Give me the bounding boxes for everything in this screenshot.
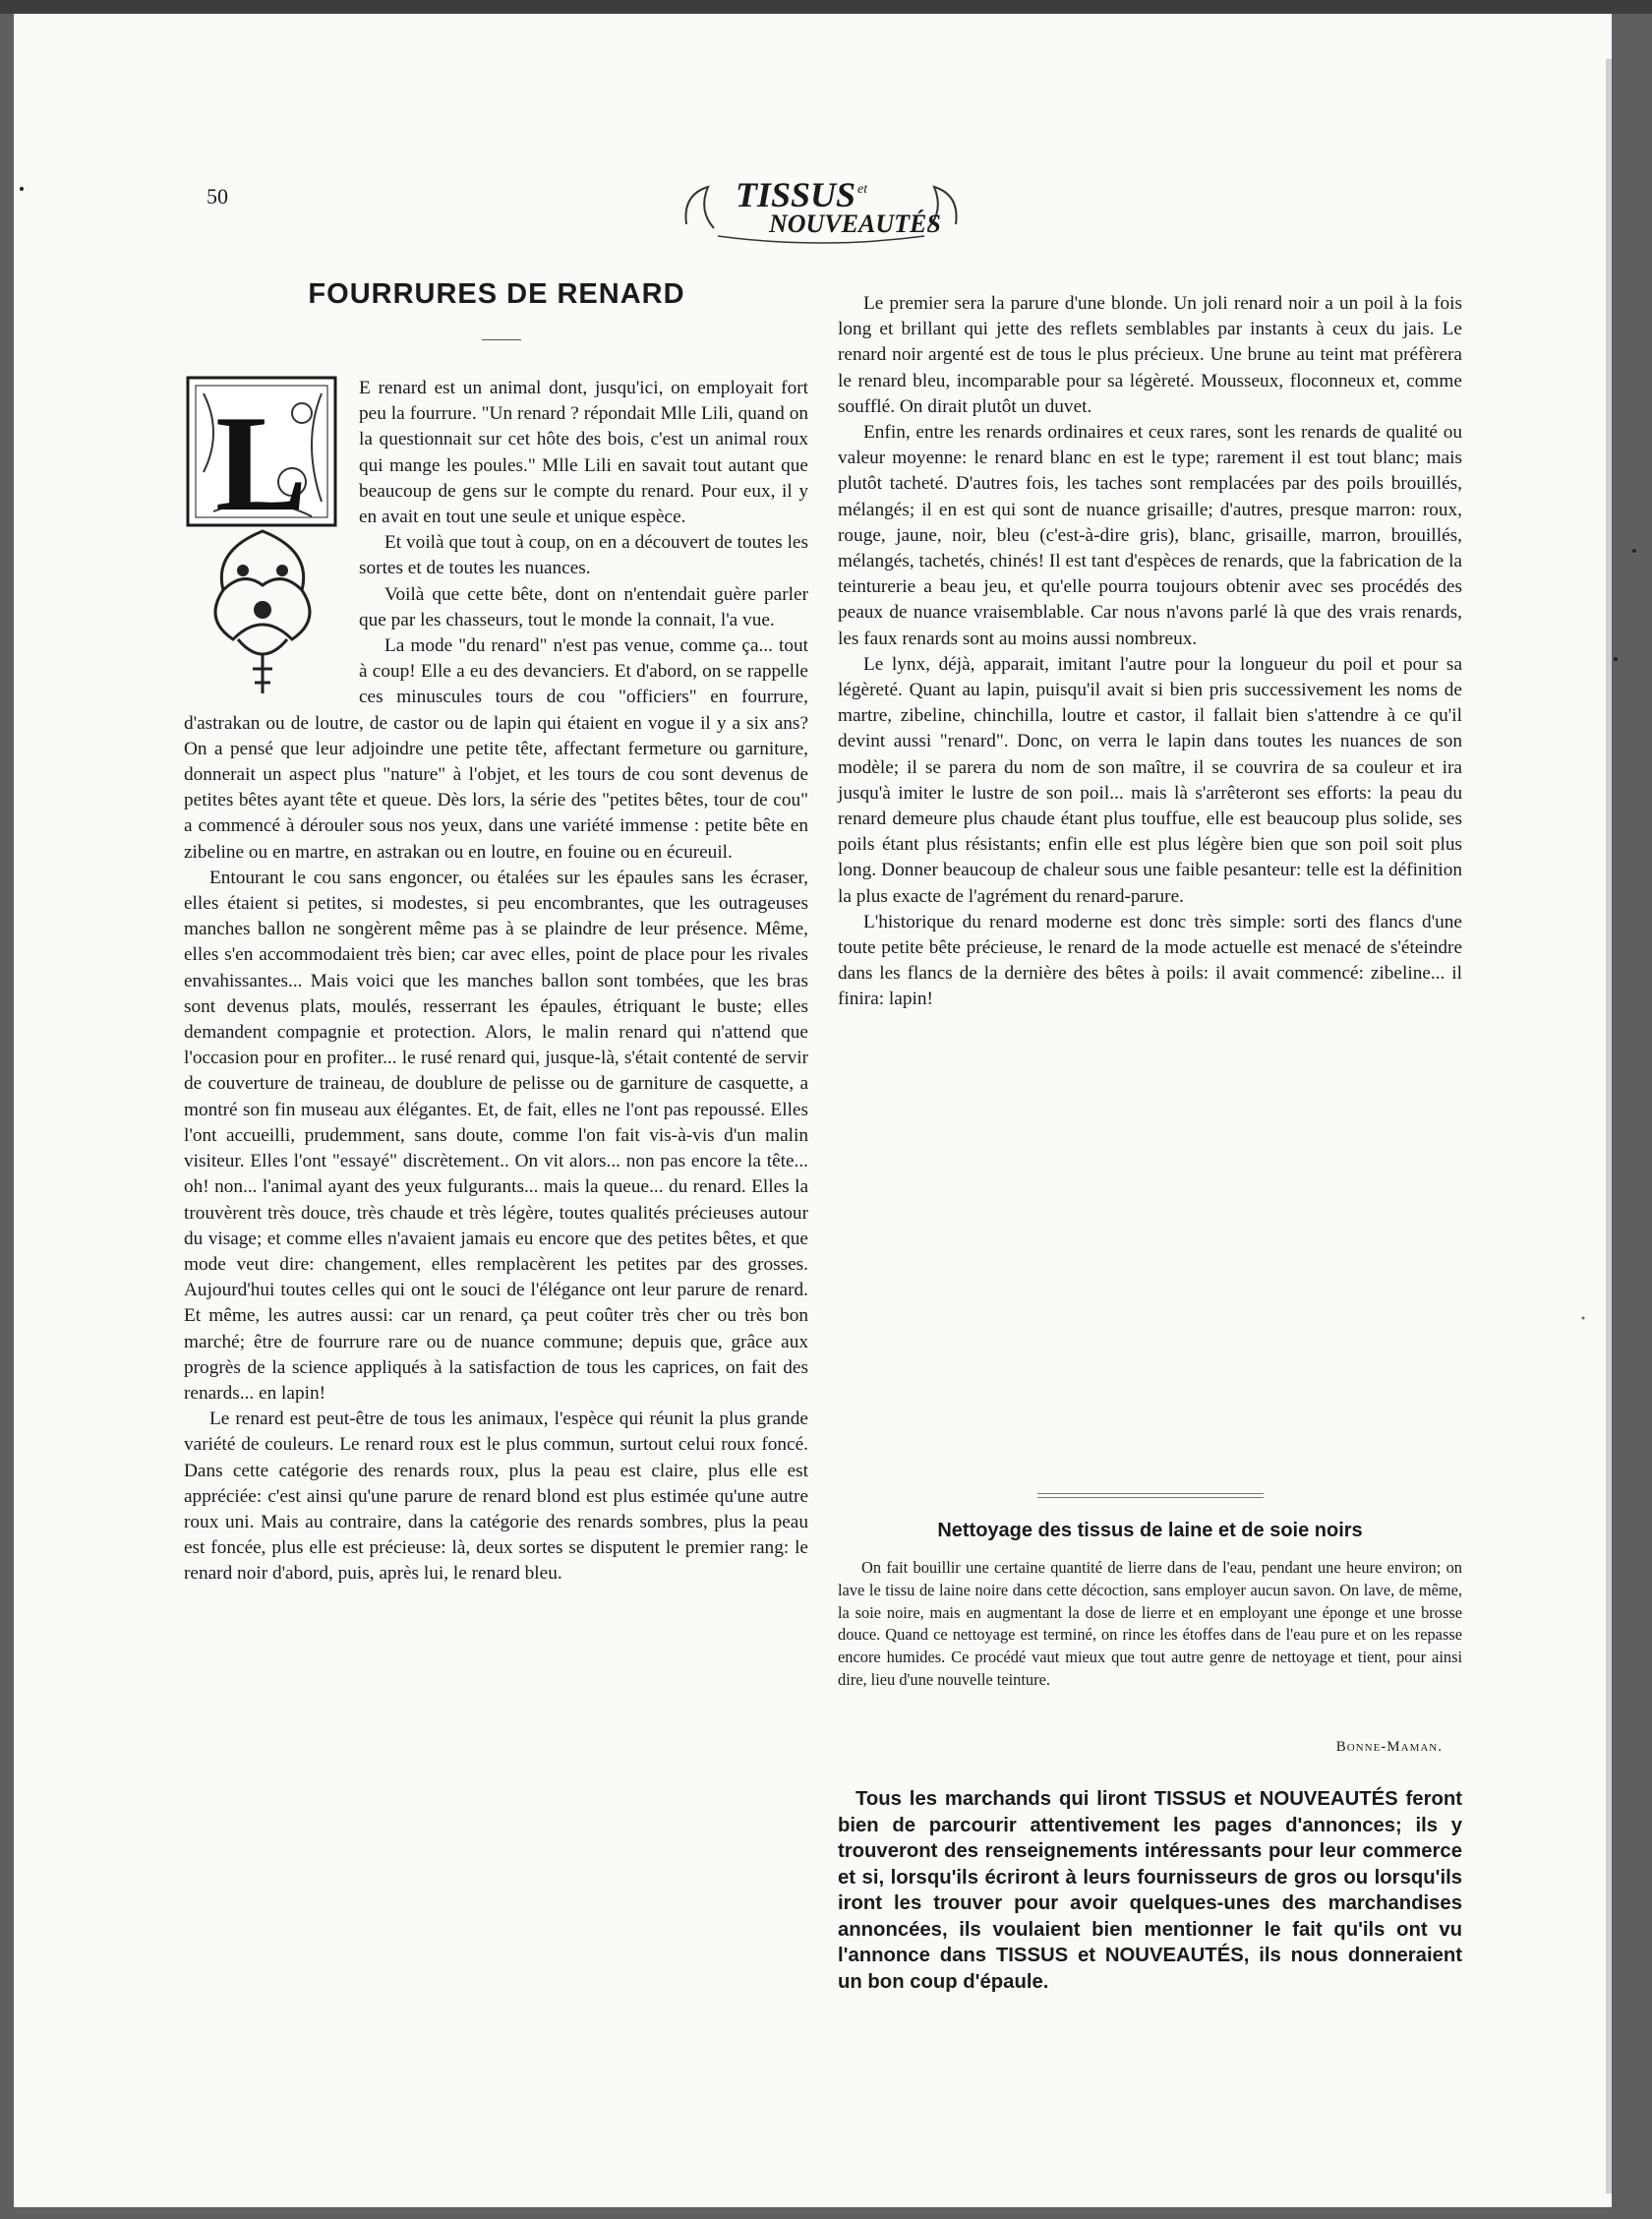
cleaning-title: Nettoyage des tissus de laine et de soie noirs	[937, 1520, 1363, 1541]
page-number: 50	[206, 184, 228, 209]
cleaning-body	[838, 1557, 1462, 1692]
masthead-logo	[678, 167, 964, 248]
article-paragraph: Le renard est peut-être de tous les animaux, l'espèce qui réunit la plus grande variété de couleurs. Le renard roux est le plus commun, surtout celui roux foncé. Dans cette catégorie des renards roux, plus la peau est claire, plus elle est appréciée: c'est ainsi qu'une parure de renard blond est plus estimée qu'une autre roux uni. Mais au contraire, dans la catégorie des renards sombres, plus la peau est foncée, plus elle est précieuse: là, deux sortes se disputent le premier rang: le renard noir d'abord, puis, après lui, le renard bleu.	[184, 1409, 808, 1585]
page-edge	[1606, 59, 1612, 2193]
article-paragraph: Enfin, entre les renards ordinaires et ceux rares, sont les renards de qualité ou valeur moyenne: le renard blanc en est le type; rarement il est tout blanc; mais plutôt tacheté. D'autres fois, les taches sont remplacées par des poils brouillés, mélangés; il en est qui sont de nuance grisaille; d'autres, presque marron: roux, rouge, jaune, noir, bleu (c'est-à-dire gris), blanc, grisaille, marron, brouillés, mélangés, tachetés, chinés! Il est tant d'espèces de renards, que la fabrication de la teinturerie a beau jeu, et qu'elle pourra toujours obtenir avec ses procédés des peaux de nuance vraisemblable. Car nous n'avons parlé là que des vrais renards, les faux renards sont au moins aussi nombreux.	[838, 422, 1462, 649]
title-rule	[482, 339, 521, 340]
scan-border	[0, 0, 1652, 14]
article-paragraph: L'historique du renard moderne est donc très simple: sorti des flancs d'une toute petite bête précieuse, le renard de la mode actuelle est menacé de s'éteindre dans les flancs de la dernière des bêtes à poils: il avait commencé: zibeline... il finira: lapin!	[838, 911, 1462, 1010]
cleaning-paragraph: On fait bouillir une certaine quantité de lierre dans de l'eau, pendant une heure environ; on lave le tissu de laine noire dans cette décoction, sans employer aucun savon. On lave, de même, la soie noire, mais en augmentant la dose de lierre et en employant une éponge et une brosse douce. Quand ce nettoyage est terminé, on rince les étoffes dans de l'eau pure et on les repasse encore humides. Ce procédé vaut mieux que tout autre genre de nettoyage et tient, pour ainsi dire, lieu d'une nouvelle teinture.	[838, 1558, 1462, 1689]
section-separator	[1037, 1493, 1264, 1498]
masthead-tissus: TISSUS	[736, 175, 856, 214]
cleaning-signature: Bonne-Maman.	[1335, 1739, 1443, 1755]
article-paragraph: Voilà que cette bête, dont on n'entendait guère parler que par les chasseurs, tout le monde la connait, l'a vue.	[359, 583, 808, 630]
masthead-nouveautes: NOUVEAUTÉS	[769, 210, 941, 238]
notice-text: Tous les marchands qui liront TISSUS et NOUVEAUTÉS feront bien de parcourir attentivement les pages d'annonces; ils y trouveront des renseignements intéressants pour leur commerce et si, lorsqu'ils écriront à leurs fournisseurs de gros ou lorsqu'ils iront les trouver pour avoir quelques-unes des marchandises annoncées, ils voulaient bien mentionner le fait qu'ils ont vu l'annonce dans TISSUS et NOUVEAUTÉS, ils nous donneraient un bon coup d'épaule.	[838, 1788, 1462, 1993]
article-title: FOURRURES DE RENARD	[308, 278, 685, 310]
article-paragraph: La mode "du renard" n'est pas venue, comme ça... tout à coup! Elle a eu des devanciers. Et d'abord, on se rappelle ces minuscules tours de cou "officiers" en fourrure, d'astrakan ou de loutre, de castor ou de lapin qui étaient en vogue il y a six ans? On a pensé que leur adjoindre une petite tête, affectant fermeture ou garniture, donnerait un aspect plus "nature" à l'objet, et les tours de cou sont devenus de petites bêtes ayant tête et queue. Dès lors, la série des "petites bêtes, tour de cou" a commencé à dérouler sous nos yeux, dans une variété immense : petite bête en zibeline ou en martre, en astrakan ou en loutre, en fouine ou en écureuil.	[184, 635, 808, 863]
dropcap-ornament	[184, 374, 341, 698]
article-column-right	[838, 291, 1462, 1013]
article-paragraph: E renard est un animal dont, jusqu'ici, on employait fort peu la fourrure. "Un renard ? répondait Mlle Lili, quand on la questionnait sur cet hôte des bois, c'est un animal roux qui mange les poules." Mlle Lili en savait tout autant que beaucoup de gens sur le compte du renard. Pour eux, il y en avait en tout une seule et unique espèce.	[359, 378, 808, 528]
dropcap-letter: L	[215, 388, 308, 540]
article-paragraph: Le lynx, déjà, apparait, imitant l'autre pour la longueur du poil et pour sa légèreté. Quant au lapin, puisqu'il avait si bien pris successivement les noms de martre, zibeline, chinchilla, loutre et castor, il fallait bien s'attendre à ce qu'il devint aussi "renard". Donc, on verra le lapin dans toutes les nuances de son modèle; il se parera du nom de son maître, il se couvrira de sa couleur et ira jusqu'à imiter le lustre de son poil... mais là s'arrêteront ses efforts: la peau du renard demeure plus chaude étant plus touffue, elle est beaucoup plus solide, ses poils étant plus résistants; enfin elle est plus légère bien que son poil soit plus long. Donner beaucoup de chaleur sous une faible pesanteur: telle est la définition la plus exacte de l'agrément du renard-parure.	[838, 653, 1462, 907]
article-paragraph: Le premier sera la parure d'une blonde. Un joli renard noir a un poil à la fois long et brillant qui jette des reflets semblables par instants à ceux du jais. Le renard noir argenté est de tous le plus précieux. Une brune au teint mat préfèrera le renard bleu, incomparable pour sa légèreté. Mousseux, floconneux et, comme soufflé. On dirait plutôt un duvet.	[838, 293, 1462, 417]
merchant-notice	[838, 1786, 1462, 1995]
article-paragraph: Entourant le cou sans engoncer, ou étalées sur les épaules sans les écraser, elles étaient si petites, si modestes, si peu encombrantes, que les outrageuses manches ballon ne songèrent même pas à se plaindre de leur présence. Même, elles s'en accommodaient très bien; car avec elles, point de place pour les rivales envahissantes... Mais voici que les manches ballon sont tombées, que les bras sont devenus plats, moulés, resserrant les épaules, étriquant le buste; elles demandent compagnie et protection. Alors, le malin renard qui n'attend que l'occasion pour en profiter... le rusé renard qui, jusque-là, s'était contenté de servir de couverture de traineau, de doublure de pelisse ou de garniture de casquette, a montré son fin museau aux élégantes. Et, de fait, elles ne l'ont pas repoussé. Elles l'ont accueilli, prudemment, sans doute, comme l'on fait vis-à-vis d'un malin visiteur. Elles l'ont "essayé" discrètement.. On vit alors... non pas encore la tête... oh! non... l'animal ayant des yeux fulgurants... mais la queue... du renard. Elles la trouvèrent très douce, très chaude et très légère, toutes qualités précieuses autour du visage; et comme elles n'avaient jamais eu encore que des petites bêtes, et que mode veut dire: changement, elles remplacèrent les petites par des grosses. Aujourd'hui toutes celles qui ont le souci de l'élégance ont leur parure de renard. Et même, les autres aussi: car un renard, ça peut coûter très cher ou très bon marché; être de fourrure rare ou de nuance commune; depuis que, grâce aux progrès de la science appliqués à la satisfaction de tous les caprices, on fait des renards... en lapin!	[184, 867, 808, 1404]
masthead-et: et	[857, 182, 868, 197]
article-paragraph: Et voilà que tout à coup, on en a découvert de toutes les sortes et de toutes les nuances.	[359, 532, 808, 579]
article-column-left	[184, 376, 808, 1588]
